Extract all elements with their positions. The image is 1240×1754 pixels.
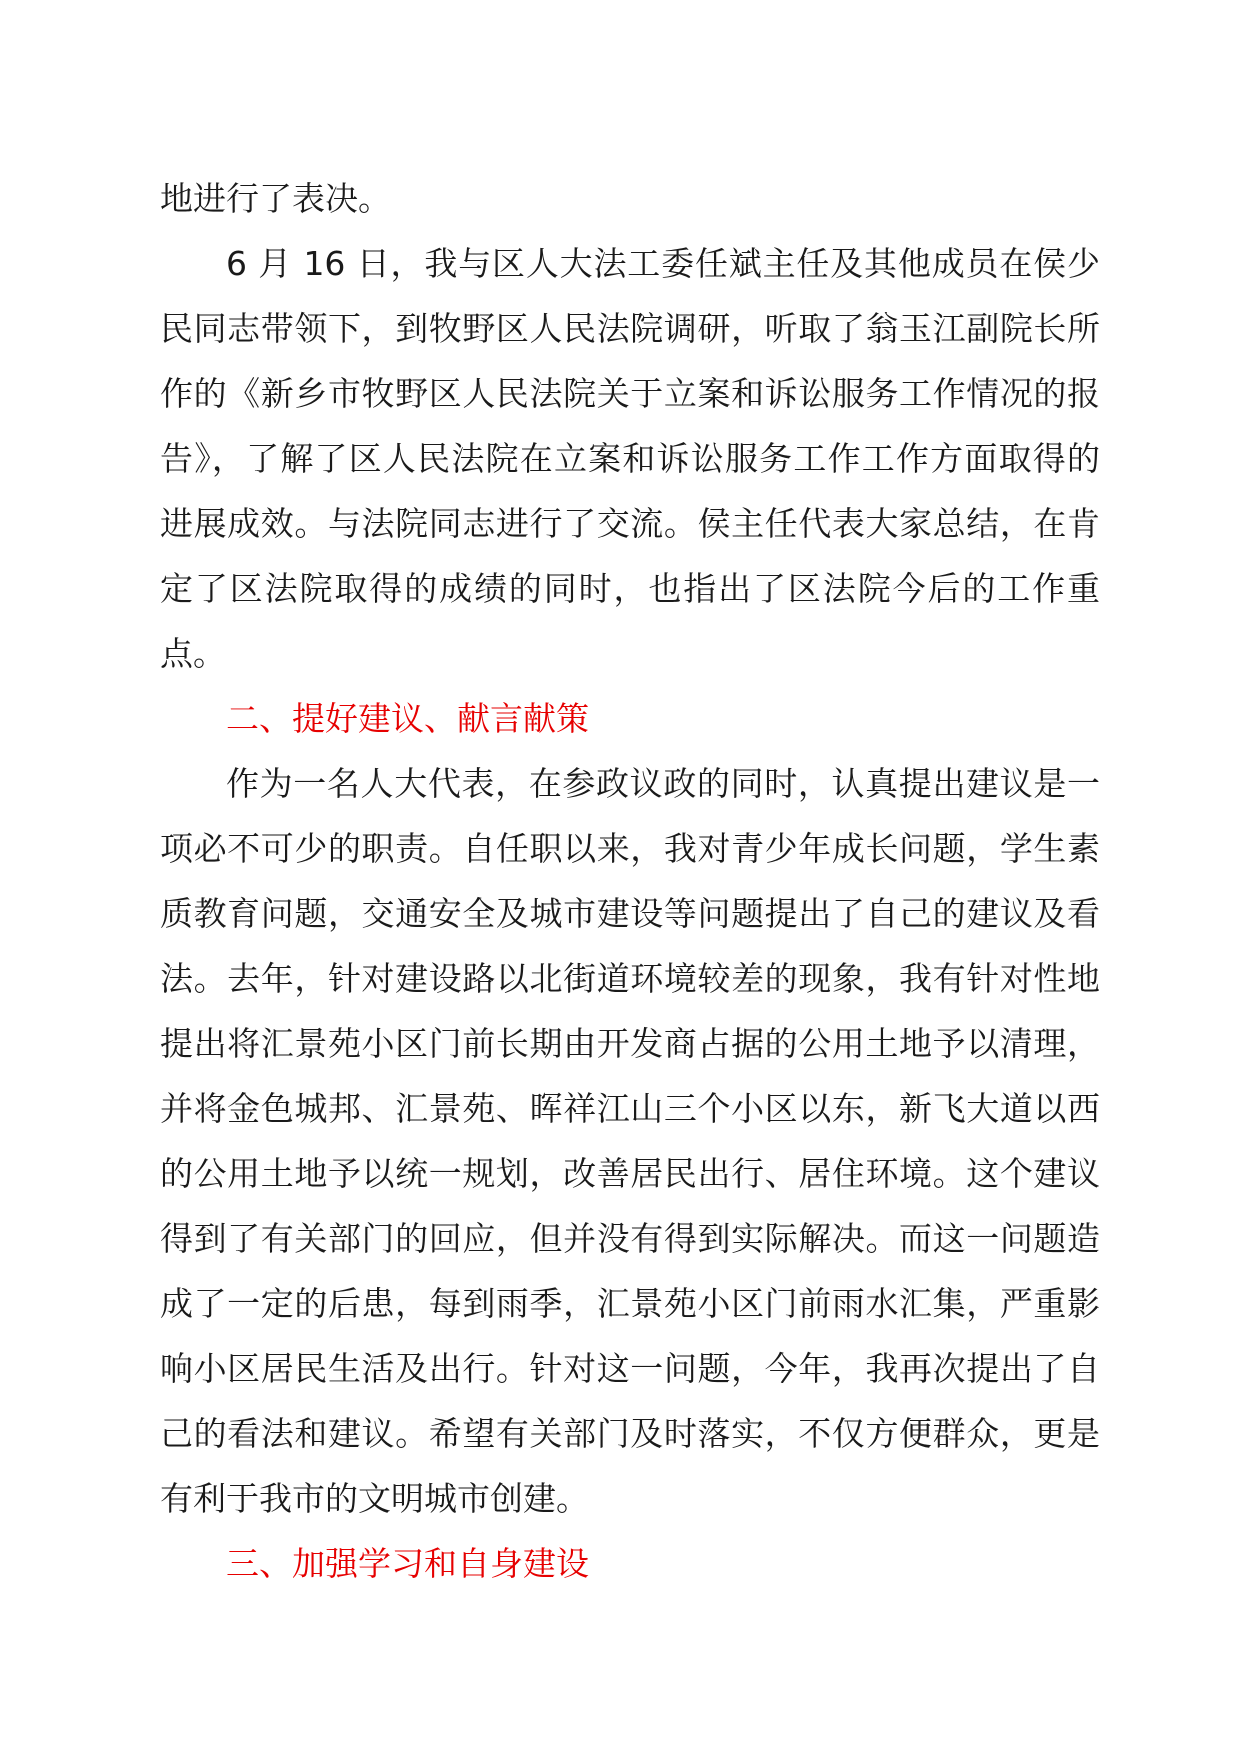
paragraph-research-visit: 6 月 16 日，我与区人大法工委任斌主任及其他成员在侯少民同志带领下，到牧野区人民法院调研，听取了翁玉江副院长所作的《新乡市牧野区人民法院关于立案和诉讼服务工作情况的报告》，了解了区人民法院在立案和诉讼服务工作工作方面取得的进展成效。与法院同志进行了交流。侯主任代表大家总结，在肯定了区法院取得的成绩的同时，也指出了区法院今后的工作重点。 bbox=[160, 244, 1100, 673]
section-heading-2: 二、提好建议、献言献策 bbox=[226, 699, 589, 738]
paragraph-continuation: 地进行了表决。 bbox=[160, 179, 391, 218]
document-body bbox=[160, 166, 1100, 1596]
paragraph-suggestions: 作为一名人大代表，在参政议政的同时，认真提出建议是一项必不可少的职责。自任职以来，我对青少年成长问题，学生素质教育问题，交通安全及城市建设等问题提出了自己的建议及看法。去年，针对建设路以北街道环境较差的现象，我有针对性地提出将汇景苑小区门前长期由开发商占据的公用土地予以清理，并将金色城邦、汇景苑、晖祥江山三个小区以东，新飞大道以西的公用土地予以统一规划，改善居民出行、居住环境。这个建议得到了有关部门的回应，但并没有得到实际解决。而这一问题造成了一定的后患，每到雨季，汇景苑小区门前雨水汇集，严重影响小区居民生活及出行。针对这一问题，今年，我再次提出了自己的看法和建议。希望有关部门及时落实，不仅方便群众，更是有利于我市的文明城市创建。 bbox=[160, 764, 1100, 1518]
section-heading-3: 三、加强学习和自身建设 bbox=[226, 1544, 589, 1583]
